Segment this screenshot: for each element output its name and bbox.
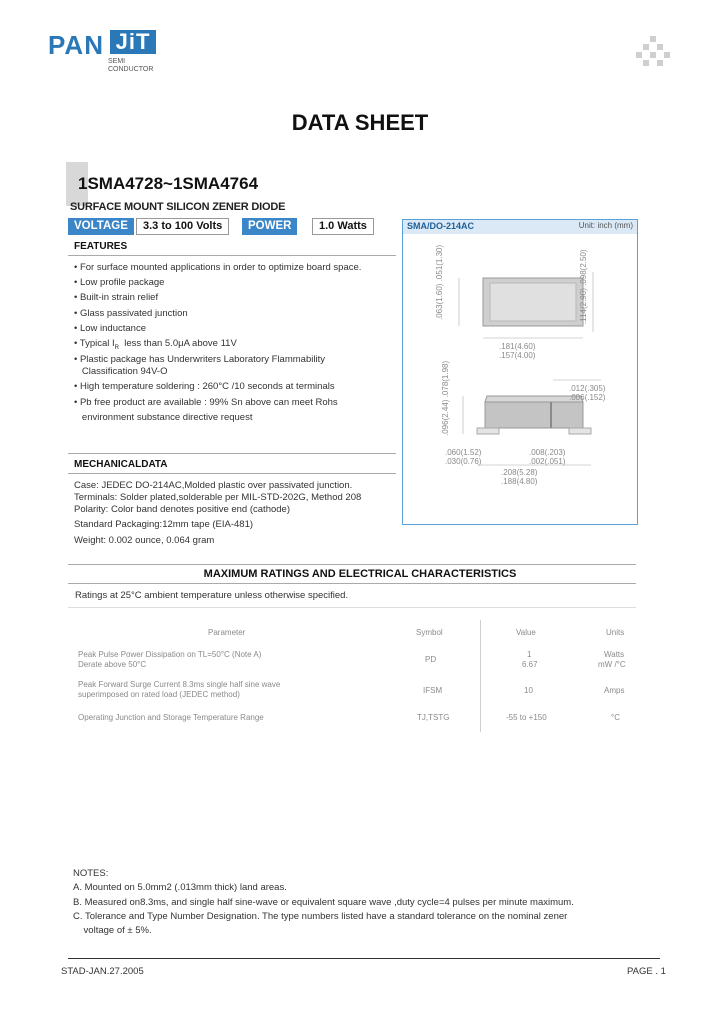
- dim-label: .096(2.44) .078(1.98): [441, 360, 450, 436]
- table-row-param: Operating Junction and Storage Temperature Range: [78, 713, 264, 722]
- dim-label: .114(2.90) .098(2.50): [579, 249, 588, 324]
- feature-item: • For surface mounted applications in order to optimize board space.: [74, 262, 362, 273]
- feature-item: • Plastic package has Underwriters Laboratory Flammability: [74, 354, 325, 365]
- dim-label: .002(.051): [529, 457, 566, 466]
- feature-item: • Low profile package: [74, 277, 165, 288]
- dim-label: .188(4.80): [501, 477, 538, 486]
- notes-heading: NOTES:: [73, 868, 109, 879]
- page-title: DATA SHEET: [291, 110, 429, 135]
- feature-item: environment substance directive request: [74, 412, 253, 423]
- note-item: C. Tolerance and Type Number Designation. The type numbers listed have a standard tolerance on the nominal zener: [73, 911, 568, 922]
- feature-typical-rest: less than 5.0μA above 11V: [118, 338, 237, 349]
- footer-page: PAGE . 1: [627, 966, 666, 977]
- ratings-note: Ratings at 25°C ambient temperature unless otherwise specified.: [75, 590, 349, 601]
- table-row-unit: °C: [611, 713, 620, 722]
- brand-sub-2: CONDUCTOR: [108, 66, 154, 73]
- table-row-unit: mW /°C: [598, 660, 626, 669]
- table-row-unit: Watts: [604, 650, 625, 659]
- dim-label: .008(.203): [529, 448, 566, 457]
- table-row-symbol: TJ,TSTG: [417, 713, 450, 722]
- feature-item-typical: [74, 338, 237, 354]
- table-divider: [68, 607, 636, 608]
- product-subtitle: SURFACE MOUNT SILICON ZENER DIODE: [70, 201, 286, 213]
- table-header-value: Value: [516, 628, 536, 637]
- footer-divider: [68, 958, 660, 959]
- package-side-view: [485, 402, 583, 428]
- package-lead-right: [569, 428, 591, 434]
- power-label: POWER: [242, 218, 297, 235]
- package-drawing-panel: [402, 219, 638, 525]
- note-item: A. Mounted on 5.0mm2 (.013mm thick) land areas.: [73, 882, 287, 893]
- table-row-symbol: PD: [425, 655, 437, 664]
- dim-label: .060(1.52): [445, 448, 482, 457]
- brand-logo-jit: JiT: [110, 30, 156, 54]
- mechanical-top-divider: [68, 453, 396, 454]
- dim-label: .157(4.00): [499, 351, 536, 360]
- voltage-label: VOLTAGE: [68, 218, 134, 235]
- brand-logo-sub: [108, 58, 153, 74]
- table-header-parameter: Parameter: [208, 628, 246, 637]
- feature-item: • High temperature soldering : 260°C /10 seconds at terminals: [74, 381, 335, 392]
- ratings-top-divider: [68, 564, 636, 565]
- table-row-param: Peak Forward Surge Current 8.3ms single half sine wave: [78, 680, 281, 689]
- feature-item: • Low inductance: [74, 323, 146, 334]
- feature-item: Classification 94V-O: [74, 366, 168, 377]
- mechanical-item: Terminals: Solder plated,solderable per MIL-STD-202G, Method 208: [74, 492, 362, 503]
- features-heading: FEATURES: [74, 241, 128, 252]
- feature-typical-label: • Typical I: [74, 338, 115, 349]
- brand-sub-1: SEMI: [108, 58, 126, 65]
- table-row-value: 1: [527, 650, 532, 659]
- spec-row: [68, 218, 398, 235]
- table-column-divider: [480, 620, 481, 732]
- features-divider: [68, 255, 396, 256]
- table-row-symbol: IFSM: [423, 686, 443, 695]
- table-row-unit: Amps: [604, 686, 625, 695]
- dim-label: .181(4.60): [499, 342, 536, 351]
- part-number: 1SMA4728~1SMA4764: [78, 174, 259, 193]
- footer-date: STAD-JAN.27.2005: [61, 966, 144, 977]
- dim-label: .030(0.76): [445, 457, 482, 466]
- note-item: voltage of ± 5%.: [73, 925, 152, 936]
- package-unit: Unit: inch (mm): [578, 221, 633, 230]
- ratings-heading: MAXIMUM RATINGS AND ELECTRICAL CHARACTERISTICS: [203, 568, 517, 580]
- brand-logo-pan: PAN: [48, 30, 104, 60]
- table-row-param: Derate above 50°C: [78, 660, 147, 669]
- package-top-inner: [490, 283, 576, 321]
- feature-item: • Built-in strain relief: [74, 292, 159, 303]
- table-header-symbol: Symbol: [416, 628, 443, 637]
- package-name: SMA/DO-214AC: [407, 221, 475, 231]
- table-row-value: -55 to +150: [506, 713, 547, 722]
- table-row-param: Peak Pulse Power Dissipation on TL=50°C (Note A): [78, 650, 262, 659]
- mechanical-divider: [68, 473, 396, 474]
- mechanical-heading: MECHANICALDATA: [74, 459, 168, 470]
- dim-label: .208(5.28): [501, 468, 538, 477]
- mechanical-item: Case: JEDEC DO-214AC,Molded plastic over passivated junction.: [74, 480, 353, 491]
- feature-item: • Glass passivated junction: [74, 308, 188, 319]
- table-header-units: Units: [606, 628, 625, 637]
- dim-label: .006(.152): [569, 393, 606, 402]
- note-item: B. Measured on8.3ms, and single half sine-wave or equivalent square wave ,duty cycle=4 pulses per minute maximum.: [73, 897, 574, 908]
- feature-typical-sub: R: [114, 344, 119, 351]
- feature-item: • Pb free product are available : 99% Sn above can meet Rohs: [74, 397, 338, 408]
- mechanical-item: Standard Packaging:12mm tape (EIA-481): [74, 519, 254, 530]
- power-value: 1.0 Watts: [312, 218, 374, 235]
- ratings-bottom-divider: [68, 583, 636, 584]
- mechanical-item: Weight: 0.002 ounce, 0.064 gram: [74, 535, 215, 546]
- mechanical-item: Polarity: Color band denotes positive end (cathode): [74, 504, 290, 515]
- dim-label: .063(1.60) .051(1.30): [435, 244, 444, 320]
- voltage-value: 3.3 to 100 Volts: [136, 218, 229, 235]
- dim-label: .012(.305): [569, 384, 606, 393]
- table-row-param: superimposed on rated load (JEDEC method): [78, 690, 240, 699]
- package-lead-left: [477, 428, 499, 434]
- table-row-value: 6.67: [522, 660, 538, 669]
- table-row-value: 10: [524, 686, 533, 695]
